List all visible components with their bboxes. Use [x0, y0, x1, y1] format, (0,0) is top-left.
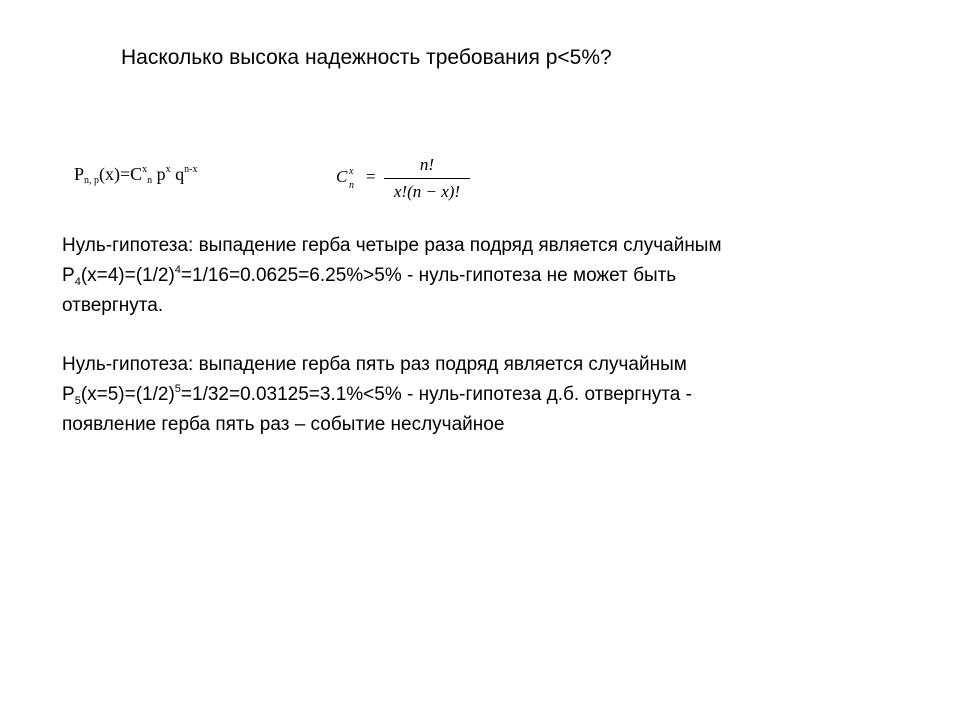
formula-p-subscript: n, p: [84, 175, 100, 186]
combination-formula: [336, 152, 476, 208]
combination-subscript: n: [349, 180, 354, 191]
paragraph2-p-subscript: 5: [74, 395, 81, 407]
paragraph1-p-subscript: 4: [74, 276, 81, 288]
combination-equals: =: [366, 167, 376, 186]
formula-c-superscript: x: [142, 164, 148, 175]
paragraph2-p: P: [62, 384, 75, 405]
slide-title: Насколько высока надежность требования p<5%?: [121, 46, 612, 69]
paragraph2-expr-b: =1/32=0.03125=3.1%<5% - нуль-гипотеза д.б. отвергнута -: [180, 384, 692, 405]
combination-lhs: [336, 166, 354, 191]
formula-q: q: [170, 164, 185, 184]
null-hypothesis-five-heads: [62, 350, 692, 440]
paragraph2-expr-a: (x=5)=(1/2): [80, 384, 175, 405]
paragraph1-exponent: 4: [174, 264, 181, 276]
paragraph1-p: P: [62, 265, 75, 286]
paragraph1-line3: отвергнута.: [62, 295, 164, 316]
combination-superscript: x: [349, 166, 354, 177]
formula-c-subscript: n: [147, 175, 153, 186]
fraction-bar: [384, 178, 470, 179]
combination-numerator: n!: [419, 155, 435, 174]
paragraph2-exponent: 5: [174, 383, 181, 395]
null-hypothesis-four-heads: [62, 231, 722, 321]
paragraph2-line3: появление герба пять раз – событие неслучайное: [62, 414, 505, 435]
paragraph1-expr-a: (x=4)=(1/2): [80, 265, 175, 286]
formula-p2-superscript: x: [165, 164, 171, 175]
formula-q-superscript: n-x: [184, 164, 198, 175]
formula-p: P: [74, 164, 85, 184]
formula-p2: p: [152, 164, 166, 184]
combination-c: C: [336, 167, 348, 186]
formula-mid: (x)=C: [99, 164, 143, 184]
binomial-probability-formula: [74, 162, 198, 186]
paragraph1-line2: [62, 261, 722, 291]
paragraph1-line1: Нуль-гипотеза: выпадение герба четыре раза подряд является случайным: [62, 235, 722, 256]
paragraph2-line2: [62, 380, 692, 410]
paragraph2-line1: Нуль-гипотеза: выпадение герба пять раз подряд является случайным: [62, 354, 687, 375]
paragraph1-expr-b: =1/16=0.0625=6.25%>5% - нуль-гипотеза не может быть: [180, 265, 677, 286]
combination-denominator: x!(n − x)!: [393, 182, 461, 201]
